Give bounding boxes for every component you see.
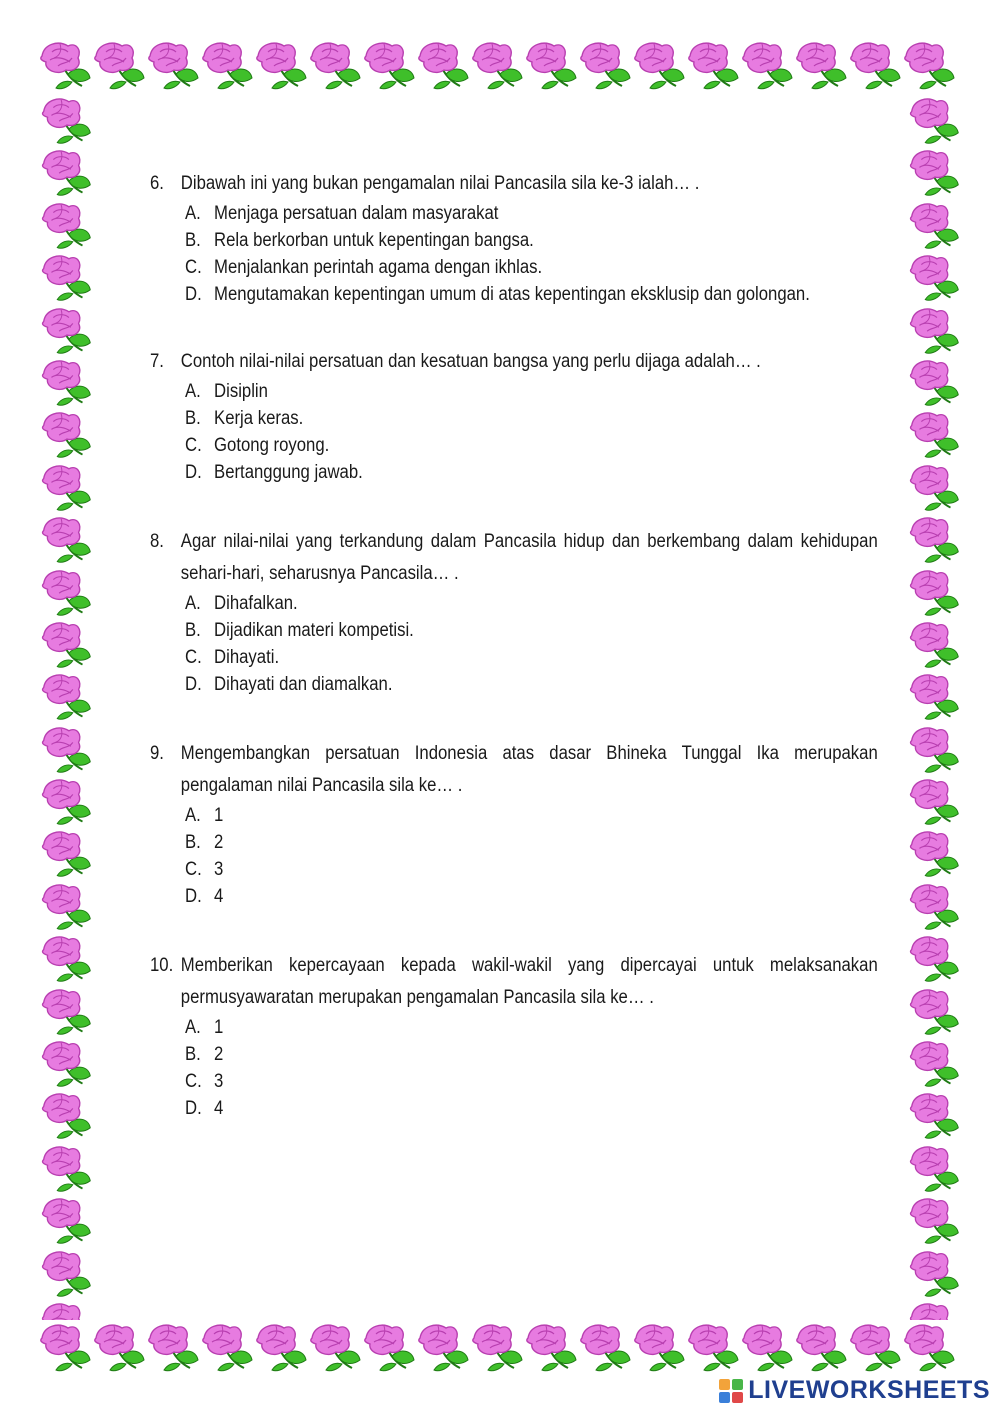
- option-text: 3: [214, 1071, 224, 1092]
- question-stem: [150, 738, 878, 802]
- option-letter: D.: [185, 1098, 202, 1119]
- rose-icon: [902, 1320, 956, 1374]
- rose-icon: [632, 38, 686, 92]
- rose-icon: [902, 38, 956, 92]
- option-letter: B.: [185, 230, 201, 251]
- option-text: 2: [214, 1044, 224, 1065]
- rose-icon: [906, 461, 962, 513]
- question-stem: [150, 346, 878, 378]
- option-text: Mengutamakan kepentingan umum di atas kepentingan eksklusip dan golongan.: [214, 284, 810, 305]
- option-text: Bertanggung jawab.: [214, 462, 363, 483]
- question-number: 6.: [150, 173, 164, 194]
- rose-icon: [906, 513, 962, 565]
- question-7: [150, 346, 878, 486]
- rose-icon: [308, 1320, 362, 1374]
- rose-icon: [416, 1320, 470, 1374]
- option-text: Dihayati dan diamalkan.: [214, 674, 393, 695]
- question-6: [150, 168, 878, 308]
- option-d[interactable]: [185, 281, 878, 308]
- rose-icon: [686, 38, 740, 92]
- question-text: Agar nilai-nilai yang terkandung dalam Pancasila hidup dan berkembang dalam kehidupan sehari-hari, seharusnya Pancasila… .: [180, 531, 878, 584]
- option-d[interactable]: [185, 459, 878, 486]
- floral-border-left: [38, 94, 94, 1320]
- question-text: Contoh nilai-nilai persatuan dan kesatuan bangsa yang perlu dijaga adalah… .: [180, 351, 761, 372]
- option-text: 1: [214, 805, 224, 826]
- rose-icon: [38, 723, 94, 775]
- rose-icon: [794, 1320, 848, 1374]
- option-list: [150, 590, 878, 698]
- option-list: [150, 1014, 878, 1122]
- rose-icon: [146, 38, 200, 92]
- option-text: Dihayati.: [214, 647, 280, 668]
- option-letter: C.: [185, 859, 202, 880]
- question-text: Dibawah ini yang bukan pengamalan nilai Pancasila sila ke-3 ialah… .: [180, 173, 700, 194]
- option-b[interactable]: [185, 829, 878, 856]
- rose-icon: [906, 304, 962, 356]
- rose-icon: [848, 38, 902, 92]
- option-text: Kerja keras.: [214, 408, 304, 429]
- option-list: [150, 200, 878, 308]
- option-list: [150, 802, 878, 910]
- rose-icon: [906, 94, 962, 146]
- rose-icon: [38, 513, 94, 565]
- rose-icon: [906, 932, 962, 984]
- option-letter: A.: [185, 593, 201, 614]
- rose-icon: [632, 1320, 686, 1374]
- option-d[interactable]: [185, 1095, 878, 1122]
- rose-icon: [38, 985, 94, 1037]
- option-letter: D.: [185, 886, 202, 907]
- rose-icon: [578, 38, 632, 92]
- rose-icon: [906, 408, 962, 460]
- rose-icon: [38, 566, 94, 618]
- option-text: 3: [214, 859, 224, 880]
- rose-icon: [906, 670, 962, 722]
- rose-icon: [906, 985, 962, 1037]
- rose-icon: [686, 1320, 740, 1374]
- rose-icon: [906, 723, 962, 775]
- option-list: [150, 378, 878, 486]
- option-letter: B.: [185, 1044, 201, 1065]
- question-stem: [150, 526, 878, 590]
- rose-icon: [38, 251, 94, 303]
- question-number: 10.: [150, 955, 174, 976]
- rose-icon: [92, 1320, 146, 1374]
- rose-icon: [362, 38, 416, 92]
- option-text: Menjalankan perintah agama dengan ikhlas.: [214, 257, 543, 278]
- option-a[interactable]: [185, 1014, 878, 1041]
- question-number: 7.: [150, 351, 164, 372]
- question-stem: [150, 950, 878, 1014]
- option-letter: C.: [185, 257, 202, 278]
- rose-icon: [38, 670, 94, 722]
- option-letter: C.: [185, 1071, 202, 1092]
- rose-icon: [92, 38, 146, 92]
- rose-icon: [254, 1320, 308, 1374]
- rose-icon: [906, 618, 962, 670]
- rose-icon: [38, 618, 94, 670]
- option-text: 2: [214, 832, 224, 853]
- rose-icon: [740, 38, 794, 92]
- option-letter: B.: [185, 408, 201, 429]
- option-text: Rela berkorban untuk kepentingan bangsa.: [214, 230, 534, 251]
- question-number: 8.: [150, 531, 164, 552]
- option-b[interactable]: [185, 617, 878, 644]
- worksheet-content: [150, 168, 878, 1166]
- rose-icon: [906, 199, 962, 251]
- rose-icon: [906, 775, 962, 827]
- option-letter: D.: [185, 284, 202, 305]
- option-text: Dijadikan materi kompetisi.: [214, 620, 414, 641]
- rose-icon: [524, 1320, 578, 1374]
- rose-icon: [906, 880, 962, 932]
- option-a[interactable]: [185, 802, 878, 829]
- rose-icon: [38, 199, 94, 251]
- rose-icon: [524, 38, 578, 92]
- rose-icon: [38, 94, 94, 146]
- rose-icon: [38, 38, 92, 92]
- rose-icon: [38, 880, 94, 932]
- option-text: 4: [214, 1098, 224, 1119]
- option-d[interactable]: [185, 883, 878, 910]
- rose-icon: [362, 1320, 416, 1374]
- option-a[interactable]: [185, 200, 878, 227]
- liveworksheets-logo-icon: [718, 1378, 744, 1404]
- option-letter: D.: [185, 462, 202, 483]
- rose-icon: [38, 775, 94, 827]
- rose-icon: [38, 827, 94, 879]
- rose-icon: [38, 1089, 94, 1141]
- rose-icon: [146, 1320, 200, 1374]
- option-c[interactable]: [185, 856, 878, 883]
- option-b[interactable]: [185, 405, 878, 432]
- rose-icon: [38, 408, 94, 460]
- question-text: Memberikan kepercayaan kepada wakil-wakil yang dipercayai untuk melaksanakan permusyawaratan merupakan pengamalan Pancasila sila ke… .: [180, 955, 878, 1008]
- rose-icon: [906, 251, 962, 303]
- rose-icon: [578, 1320, 632, 1374]
- rose-icon: [906, 1194, 962, 1246]
- option-a[interactable]: [185, 590, 878, 617]
- option-letter: D.: [185, 674, 202, 695]
- question-text: Mengembangkan persatuan Indonesia atas dasar Bhineka Tunggal Ika merupakan pengalaman nilai Pancasila sila ke… .: [180, 743, 878, 796]
- rose-icon: [470, 38, 524, 92]
- option-b[interactable]: [185, 1041, 878, 1068]
- rose-icon: [906, 1037, 962, 1089]
- option-d[interactable]: [185, 671, 878, 698]
- question-stem: [150, 168, 878, 200]
- option-text: Disiplin: [214, 381, 268, 402]
- rose-icon: [200, 1320, 254, 1374]
- rose-icon: [794, 38, 848, 92]
- rose-icon: [38, 356, 94, 408]
- option-text: 4: [214, 886, 224, 907]
- rose-icon: [254, 38, 308, 92]
- rose-icon: [906, 356, 962, 408]
- rose-icon: [200, 38, 254, 92]
- rose-icon: [906, 146, 962, 198]
- option-text: Gotong royong.: [214, 435, 330, 456]
- rose-icon: [38, 304, 94, 356]
- rose-icon: [906, 1299, 962, 1320]
- rose-icon: [38, 1299, 94, 1320]
- option-c[interactable]: [185, 1068, 878, 1095]
- option-text: 1: [214, 1017, 224, 1038]
- rose-icon: [38, 1194, 94, 1246]
- rose-icon: [906, 1247, 962, 1299]
- floral-border-top: [38, 38, 962, 94]
- watermark-text: LIVEWORKSHEETS: [748, 1376, 990, 1404]
- rose-icon: [38, 146, 94, 198]
- option-c[interactable]: [185, 254, 878, 281]
- rose-icon: [906, 827, 962, 879]
- rose-icon: [38, 1320, 92, 1374]
- option-letter: A.: [185, 203, 201, 224]
- rose-icon: [906, 566, 962, 618]
- rose-icon: [38, 1142, 94, 1194]
- rose-icon: [38, 461, 94, 513]
- liveworksheets-watermark: [718, 1376, 990, 1405]
- option-b[interactable]: [185, 227, 878, 254]
- option-c[interactable]: [185, 644, 878, 671]
- option-a[interactable]: [185, 378, 878, 405]
- rose-icon: [906, 1142, 962, 1194]
- rose-icon: [848, 1320, 902, 1374]
- rose-icon: [308, 38, 362, 92]
- rose-icon: [38, 932, 94, 984]
- rose-icon: [416, 38, 470, 92]
- rose-icon: [470, 1320, 524, 1374]
- option-letter: A.: [185, 381, 201, 402]
- option-text: Menjaga persatuan dalam masyarakat: [214, 203, 499, 224]
- rose-icon: [740, 1320, 794, 1374]
- rose-icon: [38, 1037, 94, 1089]
- option-letter: B.: [185, 620, 201, 641]
- option-letter: A.: [185, 805, 201, 826]
- floral-border-right: [906, 94, 962, 1320]
- rose-icon: [38, 1247, 94, 1299]
- option-c[interactable]: [185, 432, 878, 459]
- floral-border-bottom: [38, 1320, 962, 1376]
- question-10: [150, 950, 878, 1122]
- option-letter: C.: [185, 435, 202, 456]
- option-letter: B.: [185, 832, 201, 853]
- question-9: [150, 738, 878, 910]
- option-letter: C.: [185, 647, 202, 668]
- question-number: 9.: [150, 743, 164, 764]
- question-8: [150, 526, 878, 698]
- option-letter: A.: [185, 1017, 201, 1038]
- option-text: Dihafalkan.: [214, 593, 298, 614]
- rose-icon: [906, 1089, 962, 1141]
